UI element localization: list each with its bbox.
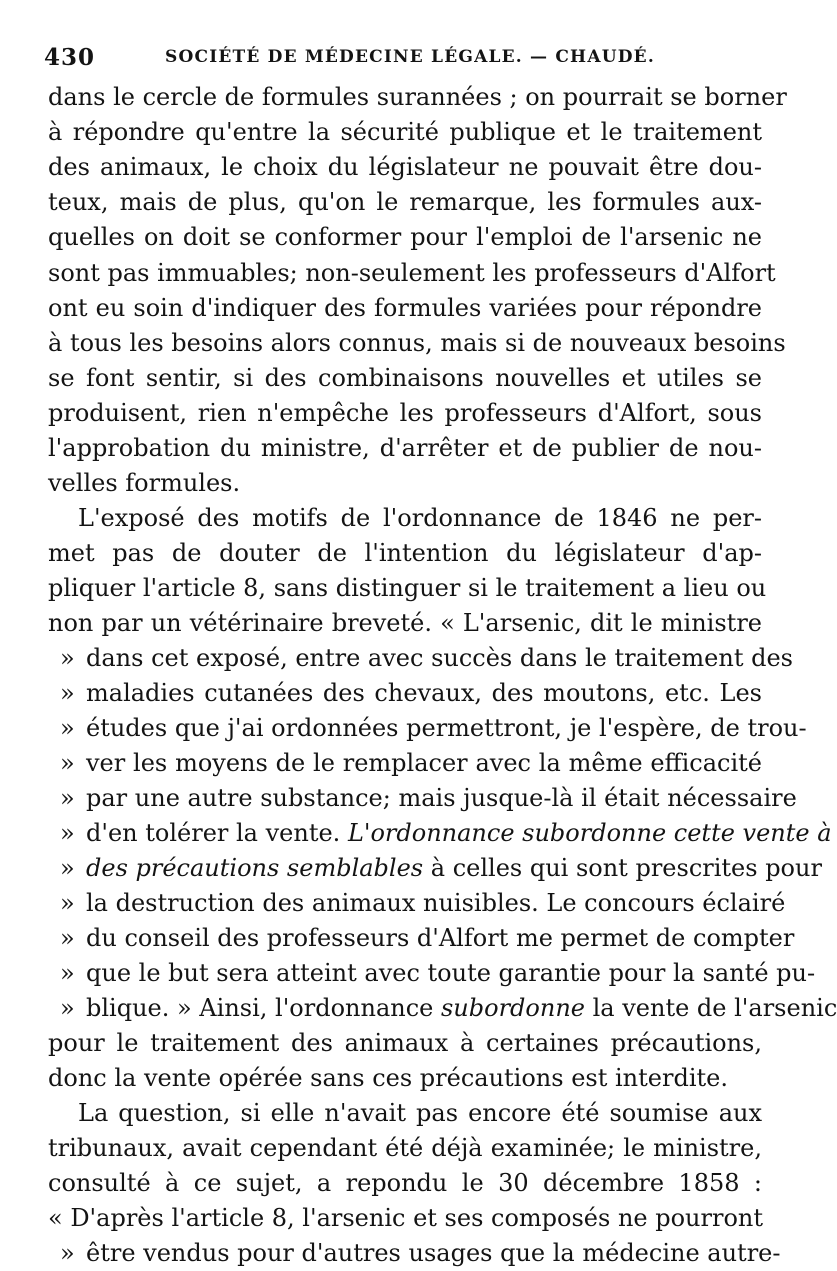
line-text: du conseil des professeurs d'Alfort me permet de compter (86, 924, 795, 952)
text-line: donc la vente opérée sans ces précautions est interdite. (48, 1064, 728, 1092)
quoted-line (48, 711, 807, 745)
quoted-line (48, 641, 793, 675)
text-line: se font sentir, si des combinaisons nouvelles et utiles se (48, 364, 762, 392)
line-text: maladies cutanées des chevaux, des moutons, etc. Les (86, 679, 762, 707)
quoted-line (48, 851, 822, 885)
quoted-line (48, 781, 797, 815)
text-line: La question, si elle n'avait pas encore été soumise aux (78, 1099, 762, 1127)
line-text: à celles qui sont prescrites pour (423, 854, 822, 882)
line-text: dans cet exposé, entre avec succès dans le traitement des (86, 644, 793, 672)
line-text: études que j'ai ordonnées permettront, je l'espère, de trou- (86, 714, 807, 742)
guillemet: » (60, 1239, 75, 1267)
quoted-line (48, 956, 816, 990)
guillemet: » (60, 924, 75, 952)
text-line: quelles on doit se conformer pour l'emploi de l'arsenic ne (48, 223, 762, 251)
text-line: velles formules. (48, 469, 241, 497)
text-line: à tous les besoins alors connus, mais si de nouveaux besoins (48, 329, 786, 357)
guillemet: » (60, 714, 75, 742)
text-line: tribunaux, avait cependant été déjà examinée; le ministre, (48, 1134, 762, 1162)
italic-text: L'ordonnance subordonne cette vente à (347, 819, 832, 847)
text-line: pour le traitement des animaux à certaines précautions, (48, 1029, 762, 1057)
text-line: ont eu soin d'indiquer des formules variées pour répondre (48, 294, 762, 322)
guillemet: » (60, 679, 75, 707)
line-text: ver les moyens de le remplacer avec la même efficacité (86, 749, 762, 777)
quoted-line (48, 746, 762, 780)
quoted-line (48, 886, 786, 920)
text-line: L'exposé des motifs de l'ordonnance de 1846 ne per- (78, 504, 762, 532)
text-line: à répondre qu'entre la sécurité publique et le traitement (48, 118, 762, 146)
text-line: « D'après l'article 8, l'arsenic et ses composés ne pourront (48, 1204, 763, 1232)
guillemet: » (60, 784, 75, 812)
text-line: pliquer l'article 8, sans distinguer si le traitement a lieu ou (48, 574, 767, 602)
guillemet: » (60, 889, 75, 917)
page-header (40, 42, 780, 76)
text-line: dans le cercle de formules surannées ; on pourrait se borner (48, 83, 787, 111)
quoted-line (48, 991, 837, 1025)
line-text: être vendus pour d'autres usages que la médecine autre- (86, 1239, 781, 1267)
guillemet: » (60, 854, 75, 882)
italic-text: subordonne (440, 994, 585, 1022)
text-line: met pas de douter de l'intention du législateur d'ap- (48, 539, 762, 567)
guillemet: » (60, 994, 75, 1022)
running-head: SOCIÉTÉ DE MÉDECINE LÉGALE. — CHAUDÉ. (165, 47, 655, 67)
guillemet: » (60, 959, 75, 987)
guillemet: » (60, 819, 75, 847)
line-text: la destruction des animaux nuisibles. Le concours éclairé (86, 889, 786, 917)
text-line: l'approbation du ministre, d'arrêter et de publier de nou- (48, 434, 762, 462)
line-text: la vente de l'arsenic (584, 994, 837, 1022)
text-line: sont pas immuables; non-seulement les professeurs d'Alfort (48, 259, 776, 287)
text-line: des animaux, le choix du législateur ne pouvait être dou- (48, 153, 762, 181)
text-line: non par un vétérinaire breveté. « L'arsenic, dit le ministre (48, 609, 762, 637)
page-number: 430 (44, 44, 96, 71)
quoted-line (48, 676, 762, 710)
text-line: produisent, rien n'empêche les professeurs d'Alfort, sous (48, 399, 762, 427)
text-line: teux, mais de plus, qu'on le remarque, les formules aux- (48, 188, 762, 216)
quoted-line (48, 921, 795, 955)
line-text: d'en tolérer la vente. (86, 819, 348, 847)
line-text: blique. » Ainsi, l'ordonnance (86, 994, 441, 1022)
italic-text: des précautions semblables (86, 854, 424, 882)
text-line: consulté à ce sujet, a repondu le 30 décembre 1858 : (48, 1169, 762, 1197)
guillemet: » (60, 644, 75, 672)
quoted-line (48, 1236, 781, 1270)
quoted-line (48, 816, 832, 850)
guillemet: » (60, 749, 75, 777)
line-text: par une autre substance; mais jusque-là il était nécessaire (86, 784, 797, 812)
line-text: que le but sera atteint avec toute garantie pour la santé pu- (86, 959, 816, 987)
